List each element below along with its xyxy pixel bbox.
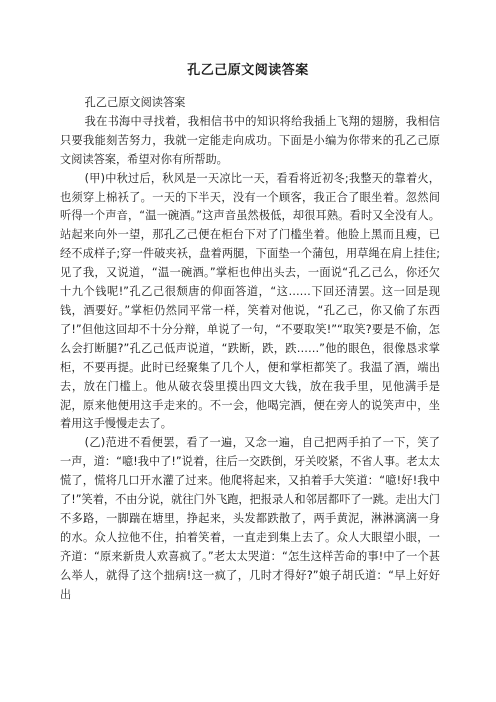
intro-paragraph: 我在书海中寻找着，我相信书中的知识将给我插上飞翔的翅膀，我相信只要我能刻苦努力，我就一定能走向成功。下面是小编为你带来的孔乙己原文阅读答案，希望对你有所帮助。 <box>60 114 440 166</box>
document-body <box>60 94 440 604</box>
document-title: 孔乙己原文阅读答案 <box>187 63 309 78</box>
section-subheading: 孔乙己原文阅读答案 <box>84 96 186 109</box>
passage-b-paragraph: (乙)范进不看便罢，看了一遍，又念一遍，自己把两手拍了一下，笑了一声，道：“噫!我中了!”说着，往后一交跌倒，牙关咬紧，不省人事。老太太慌了，慌将几口开水灌了过来。他爬将起来，又拍着手大笑道：“噫!好!我中了!”笑着，不由分说，就往门外飞跑，把报录人和邻居都吓了一跳。走出大门不多路，一脚踹在塘里，挣起来，头发都跌散了，两手黄泥，淋淋漓漓一身的水。众人拉他不住，拍着笑着，一直走到集上去了。众人大眼望小眼，一齐道：“原来新贵人欢喜疯了。”老太太哭道：“怎生这样苦命的事!中了一个甚么举人，就得了这个拙病!这一疯了，几时才得好?”娘子胡氏道：“早上好好出 <box>60 436 440 601</box>
passage-a-paragraph: (甲)中秋过后，秋风是一天凉比一天，看看将近初冬;我整天的靠着火，也须穿上棉袄了。一天的下半天，没有一个顾客，我正合了眼坐着。忽然间听得一个声音，“温一碗酒。”这声音虽然极低，却很耳熟。看时又全没有人。站起来向外一望，那孔乙己便在柜台下对了门槛坐着。他脸上黑而且瘦，已经不成样子;穿一件破夹袄，盘着两腿，下面垫一个蒲包，用草绳在肩上挂住;见了我，又说道，“温一碗酒。”掌柜也伸出头去，一面说“孔乙己么，你还欠十九个钱呢!”孔乙己很颓唐的仰面答道，“这……下回还清罢。这一回是现钱，酒要好。”掌柜仍然同平常一样，笑着对他说，“孔乙己，你又偷了东西了!”但他这回却不十分分辩，单说了一句，“不要取笑!”“取笑?要是不偷，怎么会打断腿?”孔乙己低声说道，“跌断，跌，跌……”他的眼色，很像恳求掌柜，不要再提。此时已经聚集了几个人，便和掌柜都笑了。我温了酒，端出去，放在门槛上。他从破衣袋里摸出四文大钱，放在我手里，见他满手是泥，原来他便用这手走来的。不一会，他喝完酒，便在旁人的说笑声中，坐着用这手慢慢走去了。 <box>60 171 440 431</box>
